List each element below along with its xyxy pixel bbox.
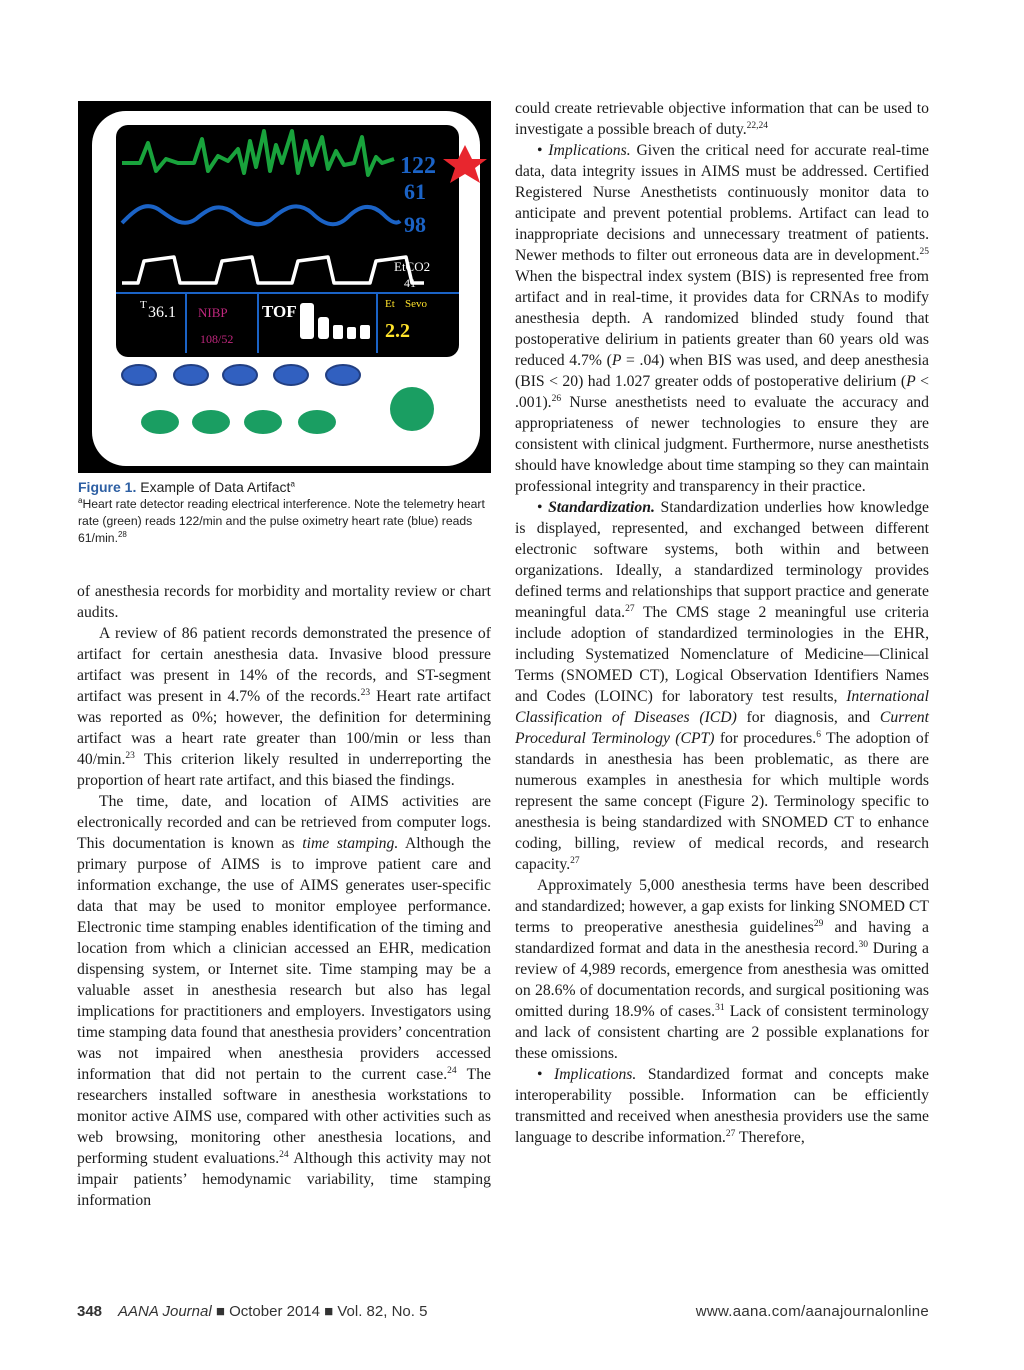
- spo2-value: 98: [404, 212, 426, 237]
- emphasis-text: time stamping.: [302, 835, 399, 852]
- figure-note-text: Heart rate detector reading electrical interference. Note the telemetry heart rate (green) reads 122/min and the pulse oximetry heart rate (blue) reads 61/min.: [78, 497, 485, 545]
- monitor-button-blue-3: [223, 365, 257, 385]
- figure-title-sup: a: [290, 479, 295, 489]
- temp-label: T: [140, 299, 147, 311]
- monitor-button-blue-2: [174, 365, 208, 385]
- left-column: [77, 581, 491, 1211]
- text-run: A review of 86 patient records demonstrated the presence of artifact for certain anesthesia data. Invasive blood pressure artifact was present in 14% of the records, and ST-segment artifact was present in 4.7% of the records.: [77, 625, 491, 705]
- left-paragraph-3: [77, 791, 491, 1211]
- monitor-svg: [78, 101, 491, 473]
- section-lead-standardization: Standardization.: [548, 499, 655, 516]
- text-run: The time, date, and location of AIMS activities are electronically recorded and can be retrieved from computer logs. This documentation is known as: [77, 793, 491, 852]
- etco2-value: 41: [404, 276, 416, 290]
- temp-value: 36.1: [148, 304, 176, 321]
- citation-ref: 26: [551, 393, 562, 404]
- hr-pulse-ox-value: 61: [404, 179, 426, 204]
- citation-ref: 6: [816, 729, 821, 740]
- text-run: = .04) when BIS was used, and deep anesthesia (BIS < 20) had 1.027 greater odds of postoperative delirium (: [515, 352, 929, 390]
- right-column: [515, 98, 929, 1148]
- tof-label: TOF: [262, 302, 297, 321]
- monitor-button-blue-1: [122, 365, 156, 385]
- etco2-label: EtCO2: [394, 259, 431, 274]
- sevo-label: Sevo: [405, 298, 427, 310]
- sevo-value: 2.2: [385, 320, 410, 342]
- et-label: Et: [385, 298, 395, 310]
- figure-caption-title: [78, 478, 492, 496]
- emphasis-text: International Classification of Diseases (ICD): [515, 688, 929, 726]
- monitor-button-green-3: [244, 410, 282, 434]
- right-paragraph-implications-2: • Implications. Standardized format and concepts make interoperability possible. Information can be efficiently transmitted and received when anesthesia providers use the same language to describe information.$^{27}$ Therefore,: [515, 1066, 929, 1146]
- text-run: The adoption of standards in anesthesia has been problematic, as there are numerous examples in anesthesia for which multiple words represent the same concept (Figure 2). Terminology specific to anesthesia is being standardized with SNOMED CT to enhance coding, billing, review of medical records, and research capacity.: [515, 730, 930, 873]
- text-run: During a review of 4,989 records, emergence from anesthesia was omitted on 28.6% of documentation records, and surgical positioning was omitted during 18.9% of cases.: [515, 940, 930, 1020]
- citation-ref: 23: [125, 750, 135, 761]
- emphasis-text: Current Procedural Terminology (CPT): [515, 709, 929, 747]
- figure-label: Figure 1.: [78, 479, 137, 495]
- emphasis-text: P: [906, 373, 916, 390]
- left-paragraph-2: [77, 623, 491, 791]
- citation-ref: 23: [360, 687, 371, 698]
- citation-ref: 27: [570, 855, 580, 866]
- nibp-label: NIBP: [198, 305, 228, 320]
- text-run: Approximately 5,000 anesthesia terms have been described and standardized; however, a gap exists for linking SNOMED CT terms to preoperative anesthesia guidelines: [515, 877, 929, 936]
- text-run: Therefore,: [735, 1129, 805, 1146]
- figure-caption: [78, 478, 492, 547]
- figure-note-ref: 28: [117, 529, 127, 539]
- page-number: 348: [77, 1303, 103, 1320]
- text-run: Although this activity may not impair patients’ hemodynamic variability, time stamping information: [77, 1150, 491, 1209]
- monitor-button-green-2: [192, 410, 230, 434]
- citation-ref: 27: [625, 603, 635, 614]
- text-run: Although the primary purpose of AIMS is to improve patient care and information exchange, the use of AIMS generates user-specific data that may be used to monitor employee performance. Electronic time stamping enables identification of the timing and location from which a clinician accessed an EHR, medication dispensing system, or Internet site. Time stamping may be a valuable asset in anesthesia research but also has legal implications for practitioners and employers. Investigators using time stamping data found that anesthesia providers’ concentration was not impaired when anesthesia providers accessed information that did not pertain to the current case.: [77, 835, 491, 1083]
- text-run: < .001).: [515, 373, 929, 411]
- text-run: Standardization underlies how knowledge is displayed, represented, and exchanged between different electronic software systems, both within and between organizations. Ideally, a standardized terminology provides defined terms and relationships that support practice and generate meaningful data.: [515, 499, 929, 621]
- text-run: could create retrievable objective information that can be used to investigate a possible breach of duty.: [515, 100, 929, 138]
- journal-url-link[interactable]: www.aana.com/aanajournalonline: [695, 1303, 929, 1320]
- monitor-power-button: [390, 387, 434, 431]
- text-run: for procedures.: [714, 730, 817, 747]
- text-run: This criterion likely resulted in underreporting the proportion of heart rate artifact, and this biased the findings.: [77, 751, 491, 789]
- text-run: Heart rate artifact was reported as 0%; however, the definition for determining artifact was a heart rate greater than 100/min or less than 40/min.: [77, 688, 491, 768]
- text-run: for diagnosis, and: [736, 709, 880, 726]
- monitor-button-green-1: [141, 410, 179, 434]
- citation-ref: 25: [919, 246, 929, 257]
- text-run: and having a standardized format and data in the anesthesia record.: [515, 919, 929, 957]
- citation-ref: 24: [279, 1149, 289, 1160]
- figure-title: Example of Data Artifact: [140, 479, 291, 495]
- monitor-button-blue-5: [326, 365, 360, 385]
- citation-ref: 31: [715, 1002, 725, 1013]
- journal-name: AANA Journal: [118, 1303, 212, 1320]
- nibp-value: 108/52: [200, 332, 234, 346]
- text-run: Standardized format and concepts make interoperability possible. Information can be efficiently transmitted and received when anesthesia providers use the same language to describe information.: [515, 1066, 929, 1146]
- emphasis-text: P: [611, 352, 622, 369]
- text-run: The CMS stage 2 meaningful use criteria include adoption of standardized terminologies in the EHR, including Systematized Nomenclature of Medicine—Clinical Terms (SNOMED CT), Logical Observation Identifiers Names and Codes (LOINC) for laboratory test results,: [515, 604, 929, 705]
- figure-monitor-illustration: [78, 101, 491, 473]
- right-paragraph-standardization: • Standardization. Standardization underlies how knowledge is displayed, represented, and exchanged between different electronic software systems, both within and between organizations. Ideally, a standardized terminology provides defined terms and relationships that support practice and generate meaningful data.$^{27}$ The CMS stage 2 meaningful use criteria include adoption of standardized terminologies in the EHR, including Systematized Nomenclature of Medicine—Clinical Terms (SNOMED CT), Logical Observation Identifiers Names and Codes (LOINC) for laboratory test results, International Classification of Diseases (ICD) for diagnosis, and Current Procedural Terminology (CPT) for procedures.$^6$ The adoption of standards in anesthesia has been problematic, as there are numerous examples in anesthesia for which multiple words represent the same concept (Figure 2). Terminology specific to anesthesia is being standardized with SNOMED CT to enhance coding, billing, review of medical records, and research capacity.$^{27}$: [515, 499, 930, 873]
- citation-ref: 27: [725, 1128, 736, 1139]
- text-run: The researchers installed software in anesthesia workstations to monitor active AIMS use, compared with other activities such as web browsing, monitoring other anesthesia locations, and performing student evaluations.: [77, 1066, 492, 1167]
- left-paragraph-1: [77, 581, 491, 623]
- text-run: When the bispectral index system (BIS) is represented free from artifact and in real-time, it provides data for CRNAs to modify anesthesia depth. A randomized blinded study found that postoperative delirium in patients greater than 60 years old was reduced 4.7% (: [515, 268, 929, 369]
- citation-ref: 29: [813, 918, 824, 929]
- monitor-button-green-4: [298, 410, 336, 434]
- right-paragraph-1: [515, 98, 929, 140]
- section-lead-implications: Implications.: [548, 142, 631, 159]
- citation-ref: 24: [447, 1065, 457, 1076]
- right-paragraph-implications: • Implications. Given the critical need for accurate real-time data, data integrity issues in AIMS must be addressed. Certified Registered Nurse Anesthetists continuously monitor data to anticipate and prevent potential problems. Artifact can lead to inappropriate decisions and unnecessary treatment of patients. Newer methods to filter out erroneous data are in development.$^{25}$ When the bispectral index system (BIS) is represented free from artifact and in real-time, it provides data for CRNAs to modify anesthesia depth. A randomized blinded study found that postoperative delirium in patients greater than 60 years old was reduced 4.7% (P = .04) when BIS was used, and deep anesthesia (BIS < 20) had 1.027 greater odds of postoperative delirium (P < .001).$^{26}$ Nurse anesthetists need to evaluate the accuracy and appropriateness of newer technologies to ensure they are consistent with clinical judgment. Furthermore, nurse anesthetists should have knowledge about time stamping so they can maintain professional integrity and transparency in their practice.: [515, 142, 930, 495]
- citation-ref: 30: [858, 939, 868, 950]
- text-run: Given the critical need for accurate real-time data, data integrity issues in AIMS must be addressed. Certified Registered Nurse Anesthetists continuously monitor data to anticipate and prevent potential problems. Artifact can lead to inappropriate decisions and unnecessary treatment of patients. Newer methods to filter out erroneous data are in development.: [515, 142, 930, 264]
- text-run: Lack of consistent terminology and lack of consistent charting are 2 possible explanations for these omissions.: [515, 1003, 929, 1062]
- issue-info: ■ October 2014 ■ Vol. 82, No. 5: [211, 1303, 428, 1320]
- hr-telemetry-value: 122: [400, 153, 436, 179]
- right-paragraph-4: [515, 875, 929, 1064]
- footer-left: [77, 1303, 427, 1320]
- section-lead-implications: Implications.: [553, 1066, 637, 1083]
- text-run: of anesthesia records for morbidity and mortality review or chart audits.: [77, 583, 491, 621]
- figure-note: [78, 496, 492, 547]
- monitor-button-blue-4: [274, 365, 308, 385]
- text-run: Nurse anesthetists need to evaluate the accuracy and appropriateness of newer technologies to ensure they are consistent with clinical judgment. Furthermore, nurse anesthetists should have knowledge about time stamping so they can maintain professional integrity and transparency in their practice.: [515, 394, 929, 495]
- figure-note-sup: a: [78, 495, 83, 505]
- citation-ref: 22,24: [746, 120, 768, 131]
